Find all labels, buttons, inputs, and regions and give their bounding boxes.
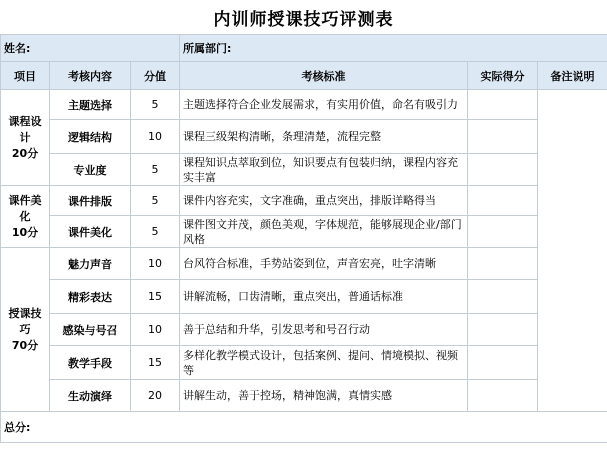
table-row xyxy=(1,314,607,346)
header-score: 分值 xyxy=(131,62,180,90)
actual-score-cell[interactable] xyxy=(468,154,538,186)
table-row xyxy=(1,216,607,248)
item-name: 课件美化 xyxy=(50,216,131,248)
item-standard: 课程三级架构清晰，条理清楚，流程完整 xyxy=(180,120,468,154)
header-actual-score: 实际得分 xyxy=(468,62,538,90)
table-row xyxy=(1,280,607,314)
item-name: 逻辑结构 xyxy=(50,120,131,154)
item-score: 15 xyxy=(131,280,180,314)
table-row xyxy=(1,120,607,154)
actual-score-cell[interactable] xyxy=(468,314,538,346)
actual-score-cell[interactable] xyxy=(468,90,538,120)
item-name: 感染与号召 xyxy=(50,314,131,346)
item-name: 精彩表达 xyxy=(50,280,131,314)
item-name: 生动演绎 xyxy=(50,380,131,412)
item-score: 5 xyxy=(131,154,180,186)
header-row xyxy=(1,62,607,90)
item-score: 10 xyxy=(131,314,180,346)
actual-score-cell[interactable] xyxy=(468,186,538,216)
page-title: 内训师授课技巧评测表 xyxy=(213,9,394,30)
actual-score-cell[interactable] xyxy=(468,346,538,380)
table-row xyxy=(1,154,607,186)
section-label: 授课技巧 70分 xyxy=(1,248,50,412)
section-label: 课程设计 20分 xyxy=(1,90,50,186)
item-name: 教学手段 xyxy=(50,346,131,380)
header-project: 项目 xyxy=(1,62,50,90)
actual-score-cell[interactable] xyxy=(468,248,538,280)
evaluation-table xyxy=(0,34,607,443)
actual-score-cell[interactable] xyxy=(468,120,538,154)
table-row xyxy=(1,380,607,412)
item-score: 5 xyxy=(131,90,180,120)
item-score: 5 xyxy=(131,186,180,216)
actual-score-cell[interactable] xyxy=(468,216,538,248)
item-score: 20 xyxy=(131,380,180,412)
item-standard: 课程知识点萃取到位，知识要点有包装归纳，课程内容充实丰富 xyxy=(180,154,468,186)
item-score: 10 xyxy=(131,120,180,154)
item-score: 5 xyxy=(131,216,180,248)
item-standard: 主题选择符合企业发展需求，有实用价值，命名有吸引力 xyxy=(180,90,468,120)
item-name: 课件排版 xyxy=(50,186,131,216)
header-remark: 备注说明 xyxy=(538,62,607,90)
header-content: 考核内容 xyxy=(50,62,131,90)
item-standard: 课件内容充实，文字准确，重点突出，排版详略得当 xyxy=(180,186,468,216)
item-score: 10 xyxy=(131,248,180,280)
table-row xyxy=(1,248,607,280)
actual-score-cell[interactable] xyxy=(468,280,538,314)
section-label: 课件美化 10分 xyxy=(1,186,50,248)
item-standard: 多样化教学模式设计，包括案例、提问、情境模拟、视频等 xyxy=(180,346,468,380)
table-row xyxy=(1,186,607,216)
item-standard: 讲解生动，善于控场，精神饱满，真情实感 xyxy=(180,380,468,412)
item-name: 魅力声音 xyxy=(50,248,131,280)
item-name: 主题选择 xyxy=(50,90,131,120)
header-standard: 考核标准 xyxy=(180,62,468,90)
item-standard: 课件图文并茂，颜色美观，字体规范，能够展现企业/部门风格 xyxy=(180,216,468,248)
item-standard: 讲解流畅，口齿清晰，重点突出，普通话标准 xyxy=(180,280,468,314)
total-score-field[interactable]: 总分: xyxy=(1,412,607,443)
item-standard: 台风符合标准，手势站姿到位，声音宏亮，吐字清晰 xyxy=(180,248,468,280)
item-name: 专业度 xyxy=(50,154,131,186)
table-row xyxy=(1,90,607,120)
item-score: 15 xyxy=(131,346,180,380)
name-field[interactable]: 姓名: xyxy=(1,35,180,62)
total-row xyxy=(1,412,607,443)
item-standard: 善于总结和升华，引发思考和号召行动 xyxy=(180,314,468,346)
remark-cell[interactable] xyxy=(538,90,607,412)
table-row xyxy=(1,346,607,380)
department-field[interactable]: 所属部门: xyxy=(180,35,607,62)
actual-score-cell[interactable] xyxy=(468,380,538,412)
info-row xyxy=(1,35,607,62)
